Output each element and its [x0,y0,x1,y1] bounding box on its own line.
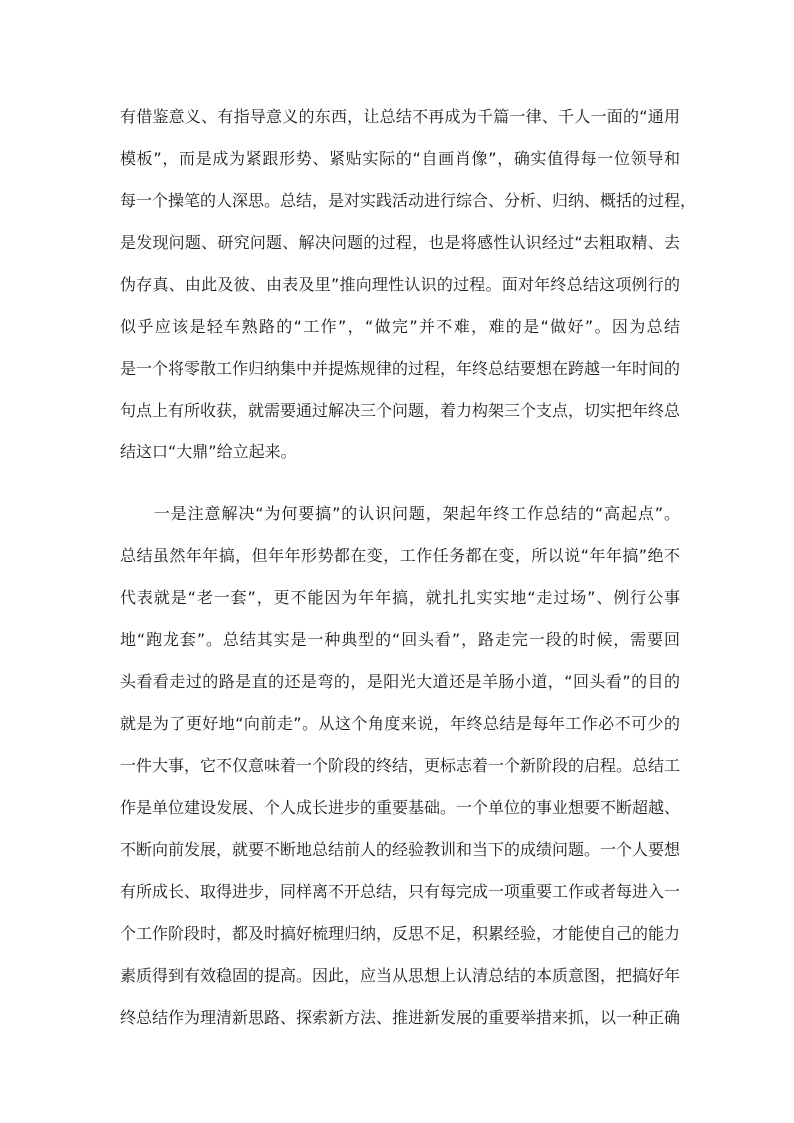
text-line: 作是单位建设发展、个人成长进步的重要基础。一个单位的事业想要不断超越、 [120,798,681,817]
text-line: 伪存真、由此及彼、由表及里”推向理性认识的过程。面对年终总结这项例行的 [120,275,680,294]
text-line: 有借鉴意义、有指导意义的东西，让总结不再成为千篇一律、千人一面的“通用 [120,107,680,126]
text-line: 有所成长、取得进步，同样离不开总结，只有每完成一项重要工作或者每进入一 [120,882,681,901]
text-line: 终总结作为理清新思路、探索新方法、推进新发展的重要举措来抓，以一种正确 [120,1008,681,1027]
text-line: 总结虽然年年搞，但年年形势都在变，工作任务都在变，所以说“年年搞”绝不 [120,546,680,565]
text-line: 不断向前发展，就要不断地总结前人的经验教训和当下的成绩问题。一个人要想 [120,840,681,859]
text-line: 素质得到有效稳固的提高。因此，应当从思想上认清总结的本质意图，把搞好年 [120,966,681,985]
text-line: 是发现问题、研究问题、解决问题的过程，也是将感性认识经过“去粗取精、去 [120,233,680,252]
text-line: 似乎应该是轻车熟路的“工作”，“做完”并不难，难的是“做好”。因为总结 [120,317,680,336]
text-line: 地“跑龙套”。总结其实是一种典型的“回头看”，路走完一段的时候，需要回 [120,630,680,649]
text-line: 代表就是“老一套”，更不能因为年年搞，就扎扎实实地“走过场”、例行公事 [120,588,680,607]
text-line: 一件大事，它不仅意味着一个阶段的终结，更标志着一个新阶段的启程。总结工 [120,756,681,775]
text-line: 模板”，而是成为紧跟形势、紧贴实际的“自画肖像”，确实值得每一位领导和 [120,149,680,168]
text-line: 就是为了更好地“向前走”。从这个角度来说，年终总结是每年工作必不可少的 [120,714,680,733]
text-line: 个工作阶段时，都及时搞好梳理归纳，反思不足，积累经验，才能使自己的能力 [120,924,681,943]
text-line: 是一个将零散工作归纳集中并提炼规律的过程，年终总结要想在跨越一年时间的 [120,359,681,378]
text-line: 结这口“大鼎”给立起来。 [120,442,297,461]
text-line: 句点上有所收获，就需要通过解决三个问题，着力构架三个支点，切实把年终总 [120,401,681,420]
text-line: 头看看走过的路是直的还是弯的，是阳光大道还是羊肠小道，“回头看”的目的 [120,672,680,691]
text-line: 每一个操笔的人深思。总结，是对实践活动进行综合、分析、归纳、概括的过程， [120,191,697,210]
text-line: 一是注意解决“为何要搞”的认识问题，架起年终工作总结的“高起点”。 [120,504,680,523]
